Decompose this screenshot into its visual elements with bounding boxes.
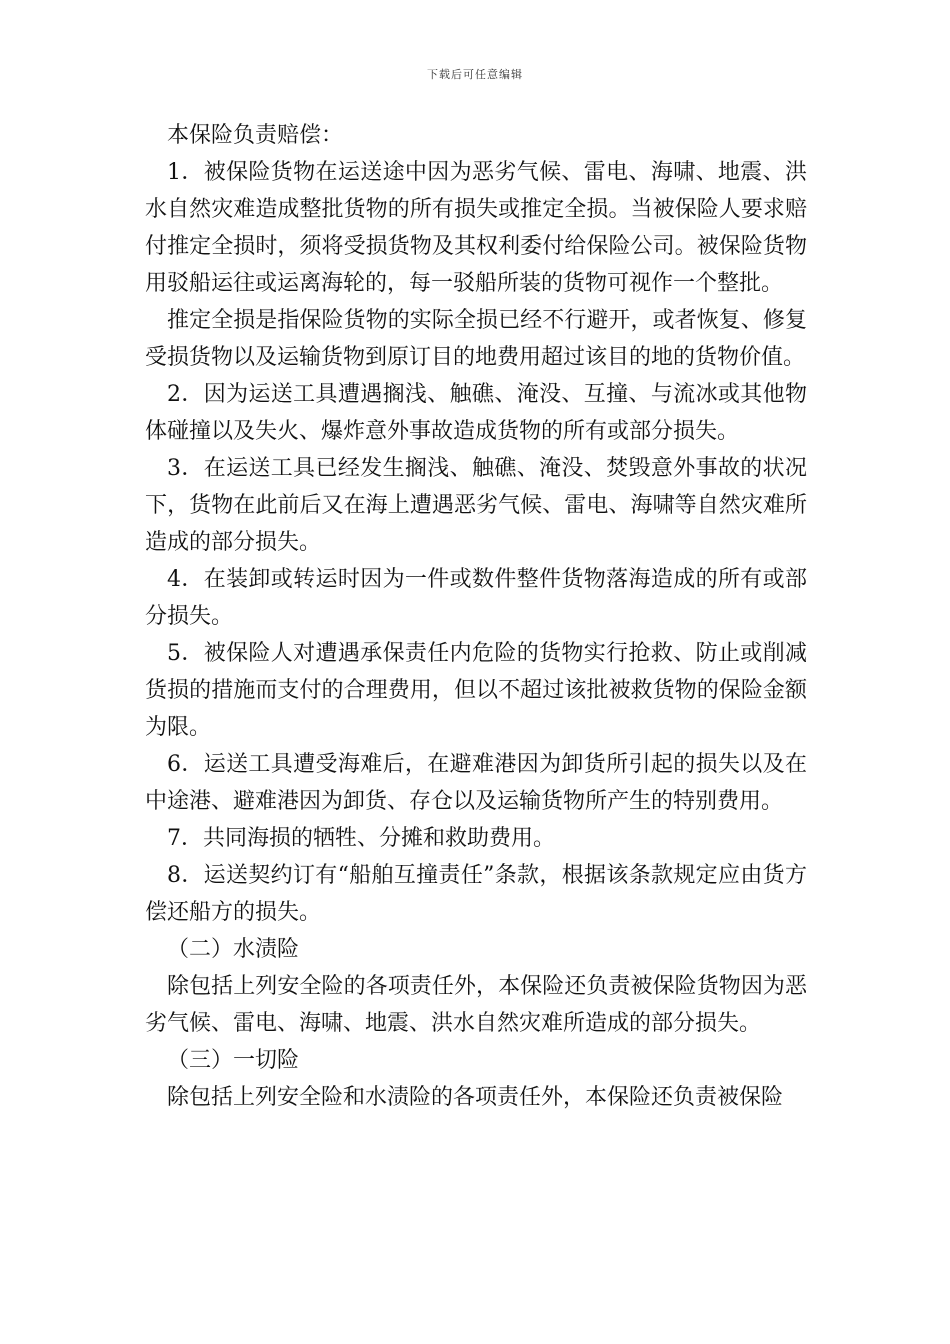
page-header: 下载后可任意编辑	[427, 68, 523, 81]
section-heading-all-risks: （三）一切险	[167, 1048, 300, 1073]
clause-8-paragraph: 8．运送契约订有“船舶互撞责任”条款，根据该条款规定应由货方偿还船方的损失。	[145, 863, 807, 925]
clause-5-paragraph: 5．被保险人对遭遇承保责任内危险的货物实行抢救、防止或削减货损的措施而支付的合理费用，但以不超过该批被救货物的保险金额为限。	[145, 641, 807, 740]
section-heading-with-particular-average: （二）水渍险	[167, 937, 300, 962]
clause-1-paragraph: 1．被保险货物在运送途中因为恶劣气候、雷电、海啸、地震、洪水自然灾难造成整批货物的所有损失或推定全损。当被保险人要求赔付推定全损时，须将受损货物及其权利委付给保险公司。被保险货物用驳船运往或运离海轮的，每一驳船所装的货物可视作一个整批。	[145, 160, 807, 296]
clause-7-paragraph: 7．共同海损的牺牲、分摊和救助费用。	[167, 826, 555, 851]
document-body	[145, 117, 807, 1116]
clause-6-paragraph: 6．运送工具遭受海难后，在避难港因为卸货所引起的损失以及在中途港、避难港因为卸货、存仓以及运输货物所产生的特别费用。	[145, 752, 807, 814]
all-risks-paragraph: 除包括上列安全险和水渍险的各项责任外，本保险还负责被保险	[167, 1085, 784, 1110]
intro-paragraph: 本保险负责赔偿：	[167, 123, 344, 148]
clause-2-paragraph: 2．因为运送工具遭遇搁浅、触礁、淹没、互撞、与流冰或其他物体碰撞以及失火、爆炸意外事故造成货物的所有或部分损失。	[145, 382, 807, 444]
constructive-total-loss-paragraph: 推定全损是指保险货物的实际全损已经不行避开，或者恢复、修复受损货物以及运输货物到原订目的地费用超过该目的地的货物价值。	[145, 308, 807, 370]
clause-3-paragraph: 3．在运送工具已经发生搁浅、触礁、淹没、焚毁意外事故的状况下，货物在此前后又在海上遭遇恶劣气候、雷电、海啸等自然灾难所造成的部分损失。	[145, 456, 807, 555]
with-particular-average-paragraph: 除包括上列安全险的各项责任外，本保险还负责被保险货物因为恶劣气候、雷电、海啸、地震、洪水自然灾难所造成的部分损失。	[145, 974, 807, 1036]
clause-4-paragraph: 4．在装卸或转运时因为一件或数件整件货物落海造成的所有或部分损失。	[145, 567, 807, 629]
